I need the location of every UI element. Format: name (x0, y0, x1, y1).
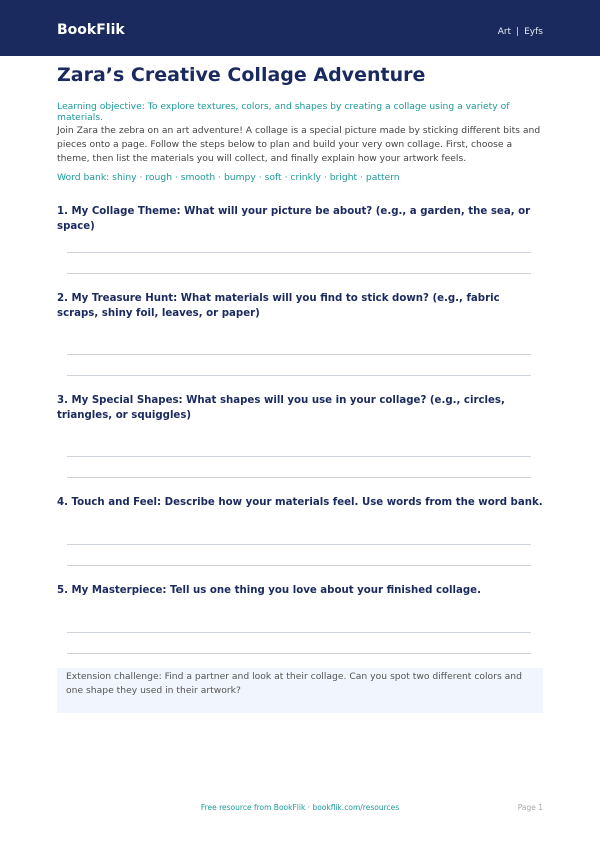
answer-line-1a[interactable] (67, 252, 531, 253)
answer-line-2b[interactable] (67, 375, 531, 376)
footer-link[interactable]: Free resource from BookFlik · bookflik.com/resources (200, 803, 400, 812)
answer-line-3b[interactable] (67, 477, 531, 478)
question-2: 2. My Treasure Hunt: What materials will you find to stick down? (e.g., fabric scraps, shiny foil, leaves, or paper) (57, 293, 500, 319)
question-1: 1. My Collage Theme: What will your picture be about? (e.g., a garden, the sea, or space) (57, 206, 531, 232)
extension-box (57, 668, 543, 713)
learning-objective: Learning objective: To explore textures, colors, and shapes by creating a collage using a variety of materials. (57, 101, 510, 123)
word-bank: Word bank: shiny · rough · smooth · bumpy · soft · crinkly · bright · pattern (57, 172, 400, 183)
subject-label: Art (497, 27, 512, 37)
answer-line-5b[interactable] (67, 653, 531, 654)
header-bar (0, 0, 600, 56)
page-number: Page 1 (517, 803, 543, 812)
subject-level (498, 27, 543, 37)
extension-text: Extension challenge: Find a partner and look at their collage. Can you spot two different colors and one shape they used in their artwork? (66, 671, 522, 696)
page-title: Zara’s Creative Collage Adventure (57, 64, 426, 86)
level-label: Eyfs (524, 27, 543, 37)
answer-line-3a[interactable] (67, 456, 531, 457)
subject-separator: | (516, 27, 520, 37)
answer-line-1b[interactable] (67, 273, 531, 274)
question-5: 5. My Masterpiece: Tell us one thing you love about your finished collage. (57, 585, 481, 596)
brand-logo-text[interactable]: BookFlik (57, 22, 125, 38)
answer-line-5a[interactable] (67, 632, 531, 633)
answer-line-4b[interactable] (67, 565, 531, 566)
question-4: 4. Touch and Feel: Describe how your materials feel. Use words from the word bank. (57, 497, 543, 508)
answer-line-4a[interactable] (67, 544, 531, 545)
question-3: 3. My Special Shapes: What shapes will you use in your collage? (e.g., circles, triangles, or squiggles) (57, 395, 505, 421)
answer-line-2a[interactable] (67, 354, 531, 355)
intro-paragraph: Join Zara the zebra on an art adventure! A collage is a special picture made by sticking different bits and pieces onto a page. Follow the steps below to plan and build your very own collage. First, choose a theme, then list the materials you will collect, and finally explain how your artwork feels. (57, 125, 541, 164)
